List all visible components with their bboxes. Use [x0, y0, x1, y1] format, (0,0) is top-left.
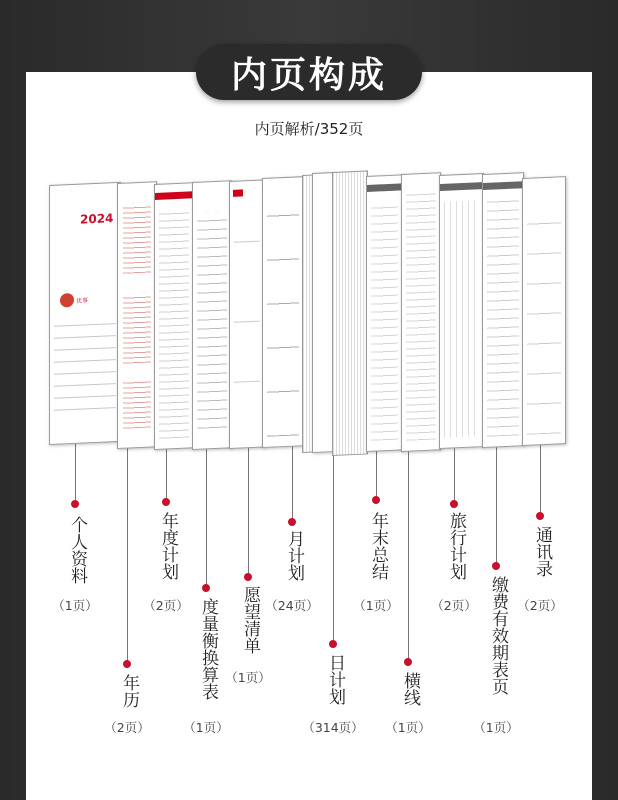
marker-dot [329, 640, 337, 648]
item-count: （314页） [302, 720, 364, 735]
page-daily-plan [312, 172, 334, 453]
item-label: 缴费有效期表页 [488, 576, 508, 695]
item-count: （1页） [385, 720, 431, 735]
marker-dot [492, 562, 500, 570]
page-stack-daily [332, 170, 368, 456]
marker-dot [202, 584, 210, 592]
page-conversion-table [192, 180, 232, 450]
item-label: 年度计划 [158, 512, 178, 580]
item-count: （2页） [143, 598, 189, 613]
item-label: 月计划 [284, 530, 304, 581]
item-label: 个人资料 [67, 516, 87, 584]
marker-dot [244, 573, 252, 581]
item-label: 横线 [400, 672, 420, 706]
item-count: （1页） [353, 598, 399, 613]
cover-logo-text: 优事 [76, 297, 89, 305]
item-count: （1页） [473, 720, 519, 735]
page-personal-info [49, 182, 121, 445]
item-label: 年历 [119, 674, 139, 708]
marker-dot [162, 498, 170, 506]
marker-dot [536, 512, 544, 520]
item-count: （1页） [183, 720, 229, 735]
item-count: （2页） [104, 720, 150, 735]
item-label: 度量衡换算表 [198, 598, 218, 700]
item-count: （1页） [52, 598, 98, 613]
cover-year: 2024 [80, 211, 114, 227]
item-label: 年末总结 [368, 512, 388, 580]
marker-dot [288, 518, 296, 526]
marker-dot [450, 500, 458, 508]
page-wish-list [229, 179, 265, 449]
page-monthly-plan [262, 176, 304, 448]
tree-logo-icon [60, 293, 74, 308]
page-subtitle: 内页解析/352页 [254, 120, 364, 138]
page-payment-expiry [482, 172, 524, 448]
item-count: （24页） [265, 598, 319, 613]
marker-dot [404, 658, 412, 666]
marker-dot [71, 500, 79, 508]
item-label: 旅行计划 [446, 512, 466, 580]
item-label: 日计划 [325, 654, 345, 705]
marker-dot [123, 660, 131, 668]
item-label: 通讯录 [532, 526, 552, 577]
page-address-book [522, 176, 566, 446]
page-travel-plan [439, 173, 484, 449]
page-lined [401, 172, 441, 452]
page-annual-plan [154, 182, 194, 450]
item-count: （2页） [431, 598, 477, 613]
page-calendar [117, 181, 157, 449]
item-label: 愿望清单 [240, 586, 260, 654]
page-year-end-summary [366, 174, 403, 452]
item-count: （1页） [225, 670, 271, 685]
page-title: 内页构成 [196, 44, 422, 100]
marker-dot [372, 496, 380, 504]
item-count: （2页） [517, 598, 563, 613]
